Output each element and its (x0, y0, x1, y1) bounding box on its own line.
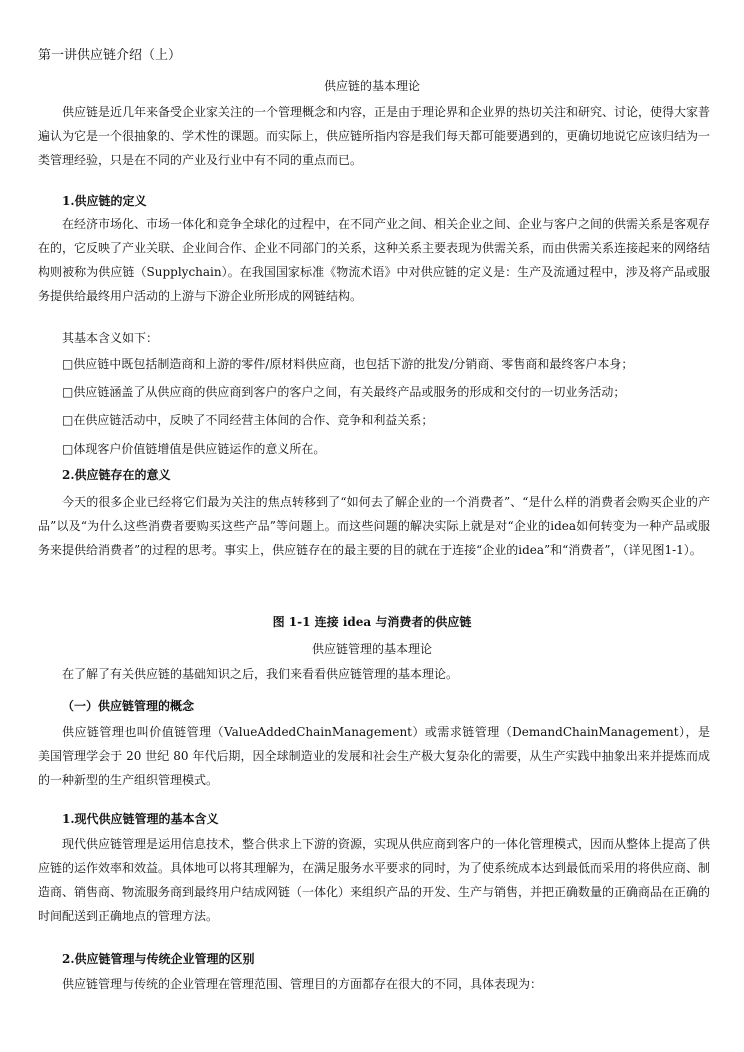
meaning-label: 其基本含义如下： (62, 331, 159, 345)
heading-modern-scm: 1.现代供应链管理的基本含义 (62, 812, 219, 826)
list-item-text: 供应链涵盖了从供应商的供应商到客户的客户之间，有关最终产品或服务的形成和交付的一切业务活动； (73, 385, 626, 399)
section-subtitle: 供应链的基本理论 (323, 79, 420, 93)
modern-scm-paragraph: 现代供应链管理是运用信息技术，整合供求上下游的资源，实现从供应商到客户的一体化管理模式，因而从整体上提高了供应链的运作效率和效益。具体地可以将其理解为，在满足服务水平要求的同时，为了使系统成本达到最低而采用的将供应商、制造商、销售商、物流服务商到最终用户结成网链（一体化）来组织产品的开发、生产与销售，并把正确数量的正确商品在正确的时间配送到正确地点的管理方法。 (38, 837, 711, 923)
difference-paragraph: 供应链管理与传统的企业管理在管理范围、管理目的方面都存在很大的不同，具体表现为： (62, 977, 543, 991)
list-item (38, 408, 710, 432)
list-item (38, 380, 710, 404)
figure-caption: 图 1-1 连接 idea 与消费者的供应链 (272, 615, 472, 629)
list-item-text: 在供应链活动中，反映了不同经营主体间的合作、竞争和利益关系； (73, 413, 434, 427)
list-item (38, 352, 710, 376)
document-title: 第一讲供应链介绍（上） (38, 48, 182, 63)
list-item-text: 供应链中既包括制造商和上游的零件/原材料供应商，也包括下游的批发/分销商、零售商和最终客户本身； (73, 357, 634, 371)
heading-significance: 2.供应链存在的意义 (62, 468, 171, 482)
significance-paragraph: 今天的很多企业已经将它们最为关注的焦点转移到了“如何去了解企业的一个消费者”、“是什么样的消费者会购买企业的产品”以及“为什么这些消费者要购买这些产品”等问题上。而这些问题的解决实际上就是对“企业的idea如何转变为一种产品或服务来提供给消费者”的过程的思考。事实上，供应链存在的最主要的目的就在于连接“企业的idea”和“消费者”，（详见图1-1）。 (38, 495, 710, 557)
list-item (38, 437, 710, 461)
bullet-icon: □ (62, 357, 74, 371)
heading-difference: 2.供应链管理与传统企业管理的区别 (62, 952, 255, 966)
concept-paragraph: 供应链管理也叫价值链管理（ValueAddedChainManagement）或需求链管理（DemandChainManagement），是美国管理学会于 20 世纪 80 年代后期，因全球制造业的发展和社会生产极大复杂化的需要，从生产实践中抽象出来并提炼而成的一种新型的生产组织管理模式。 (38, 725, 710, 787)
section-title: 供应链管理的基本理论 (311, 642, 432, 656)
intro-paragraph: 供应链是近几年来备受企业家关注的一个管理概念和内容，正是由于理论界和企业界的热切关注和研究、讨论，使得大家普遍认为它是一个很抽象的、学术性的课题。而实际上，供应链所指内容是我们每天都可能要遇到的，更确切地说它应该归结为一类管理经验，只是在不同的产业及行业中有不同的重点而已。 (38, 105, 711, 167)
transition-paragraph: 在了解了有关供应链的基础知识之后，我们来看看供应链管理的基本理论。 (62, 667, 459, 681)
bullet-icon: □ (62, 385, 74, 399)
definition-paragraph: 在经济市场化、市场一体化和竞争全球化的过程中，在不同产业之间、相关企业之间、企业与客户之间的供需关系是客观存在的，它反映了产业关联、企业间合作、企业不同部门的关系，这种关系主要表现为供需关系，而由供需关系连接起来的网络结构则被称为供应链（Supplychain）。在我国国家标准《物流术语》中对供应链的定义是：生产及流通过程中，涉及将产品或服务提供给最终用户活动的上游与下游企业所形成的网链结构。 (38, 217, 711, 303)
heading-concept: （一）供应链管理的概念 (62, 699, 195, 713)
list-item-text: 体现客户价值链增值是供应链运作的意义所在。 (73, 442, 326, 456)
bullet-icon: □ (62, 442, 74, 456)
bullet-icon: □ (62, 413, 74, 427)
heading-definition: 1.供应链的定义 (62, 194, 147, 208)
